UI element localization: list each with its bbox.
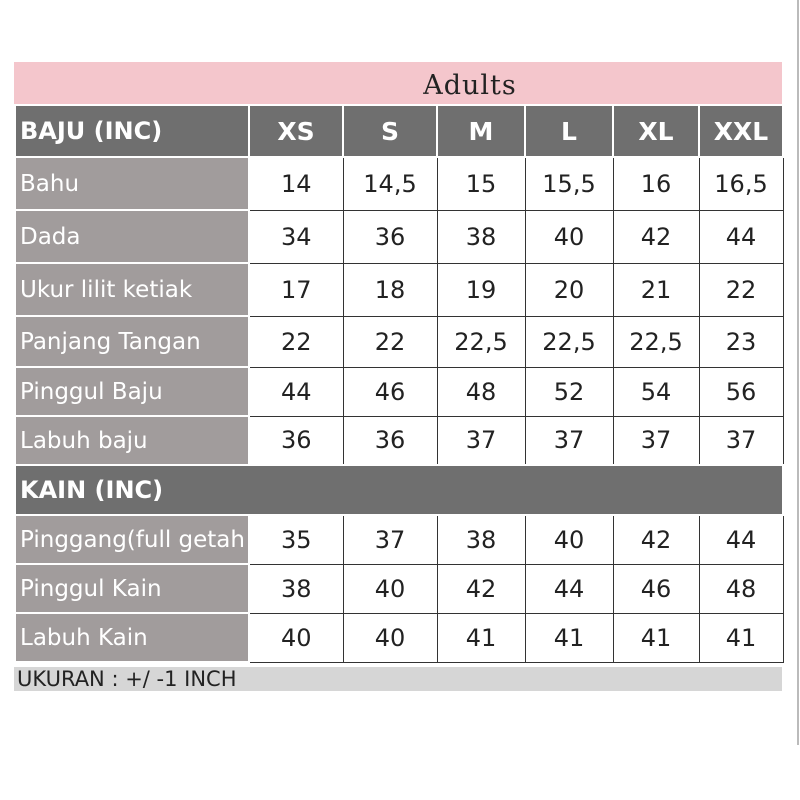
table-cell: 44 xyxy=(525,564,613,613)
table-cell: 35 xyxy=(249,515,343,564)
table-cell: 22 xyxy=(699,263,783,316)
table-cell: 52 xyxy=(525,367,613,416)
table-cell: 37 xyxy=(437,416,525,465)
row-label-pinggul-kain: Pinggul Kain xyxy=(15,564,249,613)
table-row xyxy=(15,263,783,316)
table-cell: 22 xyxy=(343,316,437,367)
row-label-pinggul-baju: Pinggul Baju xyxy=(15,367,249,416)
table-cell: 41 xyxy=(525,613,613,662)
table-cell: 38 xyxy=(249,564,343,613)
table-cell: 22,5 xyxy=(613,316,699,367)
table-cell: 48 xyxy=(699,564,783,613)
right-edge-divider xyxy=(797,0,799,745)
row-label-panjang-tangan: Panjang Tangan xyxy=(15,316,249,367)
row-label-bahu: Bahu xyxy=(15,157,249,210)
row-label-dada: Dada xyxy=(15,210,249,263)
section-label-kain: KAIN (INC) xyxy=(15,465,783,515)
table-cell: 40 xyxy=(525,210,613,263)
table-cell: 38 xyxy=(437,515,525,564)
row-label-labuh-kain: Labuh Kain xyxy=(15,613,249,662)
table-cell: 41 xyxy=(613,613,699,662)
size-header-l: L xyxy=(525,105,613,157)
table-cell: 16,5 xyxy=(699,157,783,210)
table-row xyxy=(15,210,783,263)
table-cell: 40 xyxy=(249,613,343,662)
table-cell: 21 xyxy=(613,263,699,316)
table-cell: 23 xyxy=(699,316,783,367)
size-header-xs: XS xyxy=(249,105,343,157)
table-row xyxy=(15,157,783,210)
table-cell: 44 xyxy=(249,367,343,416)
table-cell: 41 xyxy=(699,613,783,662)
size-chart-table xyxy=(14,104,784,663)
tolerance-note: UKURAN : +/ -1 INCH xyxy=(14,667,782,691)
table-cell: 56 xyxy=(699,367,783,416)
table-cell: 15,5 xyxy=(525,157,613,210)
row-label-pinggang: Pinggang(full getah xyxy=(15,515,249,564)
table-cell: 15 xyxy=(437,157,525,210)
table-cell: 41 xyxy=(437,613,525,662)
table-cell: 46 xyxy=(613,564,699,613)
table-cell: 44 xyxy=(699,515,783,564)
table-cell: 38 xyxy=(437,210,525,263)
table-cell: 14,5 xyxy=(343,157,437,210)
table-cell: 42 xyxy=(437,564,525,613)
table-row xyxy=(15,316,783,367)
table-cell: 36 xyxy=(343,416,437,465)
table-cell: 22,5 xyxy=(437,316,525,367)
size-header-m: M xyxy=(437,105,525,157)
table-cell: 36 xyxy=(343,210,437,263)
page-title: Adults xyxy=(423,70,517,101)
table-cell: 42 xyxy=(613,515,699,564)
header-row xyxy=(15,105,783,157)
table-row xyxy=(15,416,783,465)
table-cell: 19 xyxy=(437,263,525,316)
section-label-baju: BAJU (INC) xyxy=(15,105,249,157)
table-row xyxy=(15,613,783,662)
table-cell: 22 xyxy=(249,316,343,367)
table-cell: 22,5 xyxy=(525,316,613,367)
size-header-xl: XL xyxy=(613,105,699,157)
table-cell: 34 xyxy=(249,210,343,263)
table-cell: 36 xyxy=(249,416,343,465)
size-header-xxl: XXL xyxy=(699,105,783,157)
table-cell: 20 xyxy=(525,263,613,316)
table-cell: 48 xyxy=(437,367,525,416)
table-cell: 17 xyxy=(249,263,343,316)
table-cell: 46 xyxy=(343,367,437,416)
table-row xyxy=(15,367,783,416)
table-row xyxy=(15,515,783,564)
table-cell: 16 xyxy=(613,157,699,210)
table-cell: 40 xyxy=(343,613,437,662)
table-cell: 37 xyxy=(613,416,699,465)
row-label-labuh-baju: Labuh baju xyxy=(15,416,249,465)
table-cell: 42 xyxy=(613,210,699,263)
table-cell: 40 xyxy=(343,564,437,613)
size-header-s: S xyxy=(343,105,437,157)
row-label-ukur-lilit-ketiak: Ukur lilit ketiak xyxy=(15,263,249,316)
table-cell: 14 xyxy=(249,157,343,210)
table-cell: 54 xyxy=(613,367,699,416)
table-cell: 44 xyxy=(699,210,783,263)
table-cell: 37 xyxy=(525,416,613,465)
table-row xyxy=(15,564,783,613)
section-header-row xyxy=(15,465,783,515)
table-cell: 37 xyxy=(699,416,783,465)
table-cell: 18 xyxy=(343,263,437,316)
table-cell: 40 xyxy=(525,515,613,564)
table-cell: 37 xyxy=(343,515,437,564)
